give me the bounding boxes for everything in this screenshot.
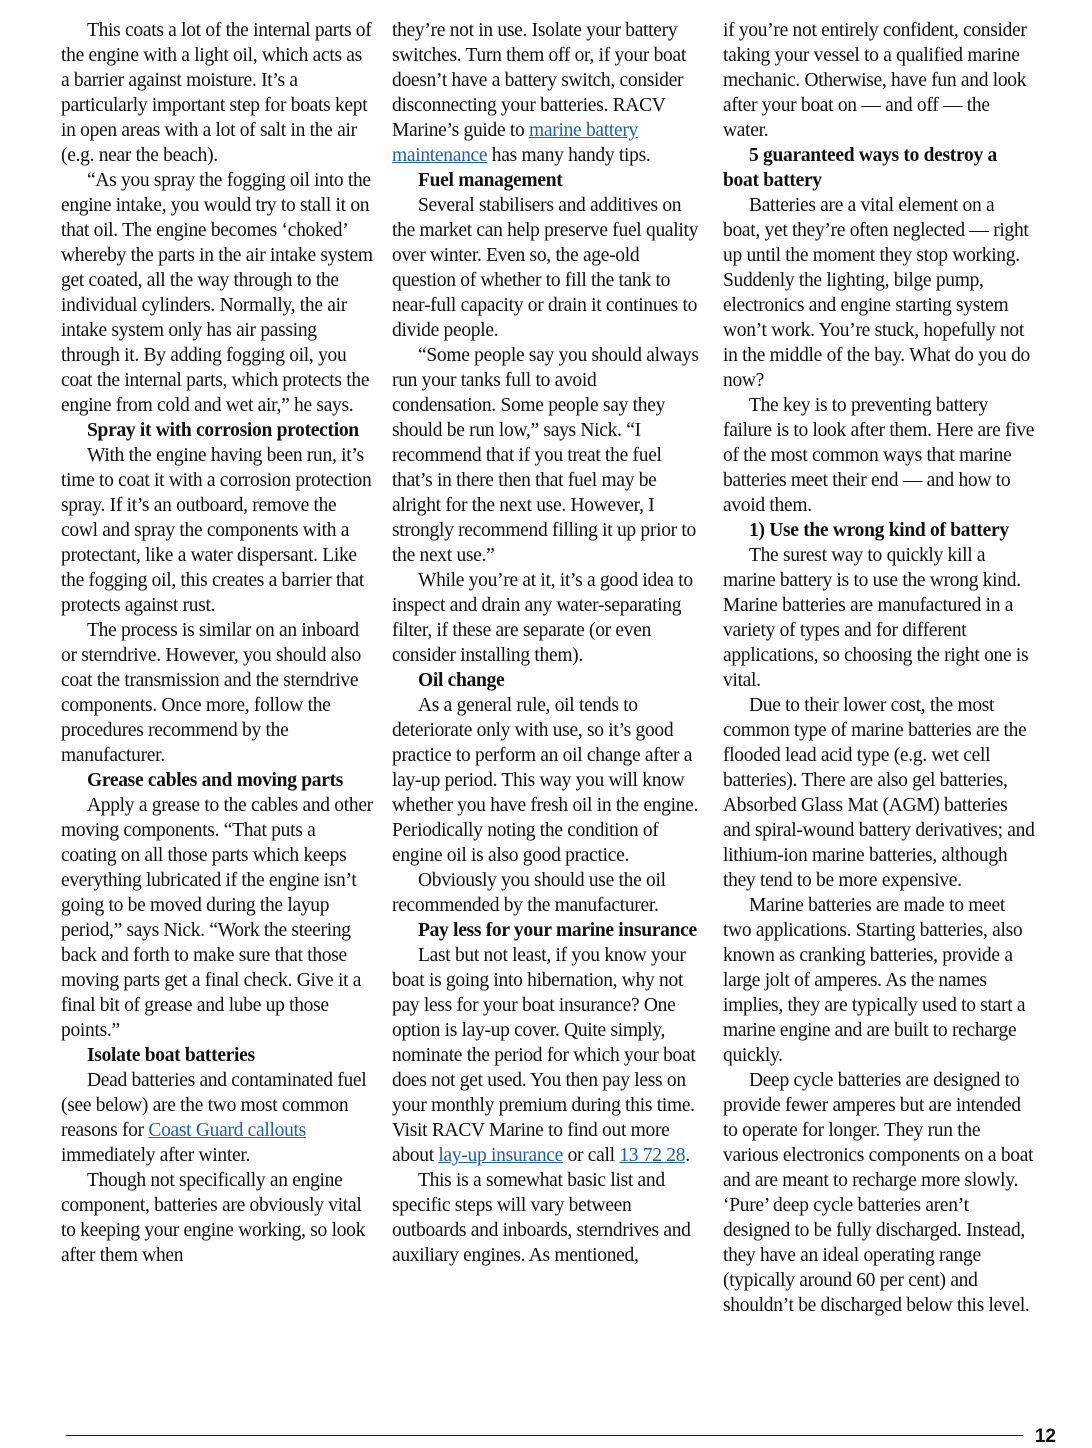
paragraph: This is a somewhat basic list and specific steps will vary between outboards and inboards, sterndrives and auxiliary engines. As mentioned, (392, 1170, 691, 1266)
footer-rule (66, 1435, 1023, 1436)
section-heading: Isolate boat batteries (87, 1045, 255, 1066)
paragraph: The surest way to quickly kill a marine battery is to use the wrong kind. Marine batteries are manufactured in a variety of types and for different applications, so choosing the right one is vital. (723, 545, 1029, 691)
paragraph: As a general rule, oil tends to deteriorate only with use, so it’s good practice to perform an oil change after a lay-up period. This way you will know whether you have fresh oil in the engine. Periodically noting the condition of engine oil is also good practice. (392, 695, 699, 866)
paragraph: Obviously you should use the oil recommended by the manufacturer. (392, 870, 666, 916)
text-run: or call (563, 1145, 620, 1166)
paragraph: Apply a grease to the cables and other moving components. “That puts a coating on all those parts which keeps everything lubricated if the engine isn’t going to be moved during the layup period,” says Nick. “Work the steering back and forth to make sure that those moving parts get a final check. Give it a final bit of grease and lube up those points.” (61, 795, 373, 1041)
section-heading: Grease cables and moving parts (87, 770, 344, 791)
paragraph: Several stabilisers and additives on the market can help preserve fuel quality over winter. Even so, the age-old question of whether to fill the tank to near-full capacity or drain it continues to divide people. (392, 195, 699, 341)
paragraph (392, 18, 704, 168)
paragraph: The key is to preventing battery failure is to look after them. Here are five of the most common ways that marine batteries meet their end — and how to avoid them. (723, 395, 1035, 516)
text-run: they’re not in use. Isolate your battery switches. Turn them off or, if your boat doesn’t have a battery switch, consider disconnecting your batteries. RACV Marine’s guide to (392, 20, 686, 141)
paragraph: if you’re not entirely confident, consider taking your vessel to a qualified marine mechanic. Otherwise, have fun and look after your boat on — and off — the water. (723, 20, 1027, 141)
section-heading: Pay less for your marine insurance (418, 920, 697, 941)
paragraph (392, 943, 704, 1168)
text-column-1 (61, 18, 373, 1268)
paragraph: While you’re at it, it’s a good idea to inspect and drain any water-separating filter, if these are separate (or even consider installing them). (392, 570, 693, 666)
text-column-2 (392, 18, 704, 1268)
coast-guard-callouts-link[interactable]: Coast Guard callouts (148, 1120, 306, 1141)
paragraph: “Some people say you should always run your tanks full to avoid condensation. Some people say they should be run low,” says Nick. “I recommend that if you treat the fuel that’s in there then that fuel may be alright for the next use. However, I strongly recommend filling it up prior to the next use.” (392, 345, 699, 566)
paragraph: Deep cycle batteries are designed to provide fewer amperes but are intended to operate for longer. They run the various electronics components on a boat and are meant to recharge more slowly. ‘Pure’ deep cycle batteries aren’t designed to be fully discharged. Instead, they have an ideal operating range (typically around 60 per cent) and shouldn’t be discharged below this level. (723, 1070, 1034, 1316)
paragraph: Due to their lower cost, the most common type of marine batteries are the flooded lead acid type (e.g. wet cell batteries). There are also gel batteries, Absorbed Glass Mat (AGM) batteries and spiral-wound battery derivatives; and lithium-ion marine batteries, although they tend to be more expensive. (723, 695, 1035, 891)
paragraph: Marine batteries are made to meet two applications. Starting batteries, also known as cranking batteries, provide a large jolt of amperes. As the names implies, they are typically used to start a marine engine and are built to recharge quickly. (723, 895, 1026, 1066)
text-column-3 (723, 18, 1035, 1318)
paragraph: The process is similar on an inboard or sterndrive. However, you should also coat the transmission and the sterndrive components. Once more, follow the procedures recommend by the manufacturer. (61, 620, 361, 766)
paragraph: Batteries are a vital element on a boat, yet they’re often neglected — right up until the moment they stop working. Suddenly the lighting, bilge pump, electronics and engine starting system won’t work. You’re stuck, hopefully not in the middle of the bay. What do you do now? (723, 195, 1030, 391)
section-heading: Oil change (418, 670, 505, 691)
text-run: immediately after winter. (61, 1145, 251, 1166)
lay-up-insurance-link[interactable]: lay-up insurance (438, 1145, 564, 1166)
text-run: has many handy tips. (487, 145, 651, 166)
paragraph: This coats a lot of the internal parts of the engine with a light oil, which acts as a barrier against moisture. It’s a particularly important step for boats kept in open areas with a lot of salt in the air (e.g. near the beach). (61, 20, 372, 166)
paragraph: “As you spray the fogging oil into the engine intake, you would try to stall it on that oil. The engine becomes ‘choked’ whereby the parts in the air intake system get coated, all the way through to the individual cylinders. Normally, the air intake system only has air passing through it. By adding fogging oil, you coat the internal parts, which protects the engine from cold and wet air,” he says. (61, 170, 373, 416)
text-run: . (685, 1145, 690, 1166)
page-number: 12 (1034, 1426, 1056, 1447)
paragraph: Though not specifically an engine component, batteries are obviously vital to keeping your engine working, so look after them when (61, 1170, 366, 1266)
marine-battery-maintenance-link[interactable]: marine battery maintenance (392, 120, 639, 166)
section-heading: Spray it with corrosion protection (87, 420, 359, 441)
text-run: Last but not least, if you know your boat is going into hibernation, why not pay less for your boat insurance? One option is lay-up cover. Quite simply, nominate the period for which your boat does not get used. You then pay less on your monthly premium during this time. Visit RACV Marine to find out more about (392, 945, 696, 1166)
text-run: Dead batteries and contaminated fuel (see below) are the two most common reasons for (61, 1070, 367, 1141)
paragraph: With the engine having been run, it’s time to coat it with a corrosion protection spray. If it’s an outboard, remove the cowl and spray the components with a protectant, like a water dispersant. Like the fogging oil, this creates a barrier that protects against rust. (61, 445, 372, 616)
phone-number-link[interactable]: 13 72 28 (619, 1145, 686, 1166)
section-heading: 5 guaranteed ways to destroy a boat battery (723, 145, 997, 191)
paragraph (61, 1068, 373, 1168)
section-heading: 1) Use the wrong kind of battery (749, 520, 1009, 541)
section-heading: Fuel management (418, 170, 563, 191)
